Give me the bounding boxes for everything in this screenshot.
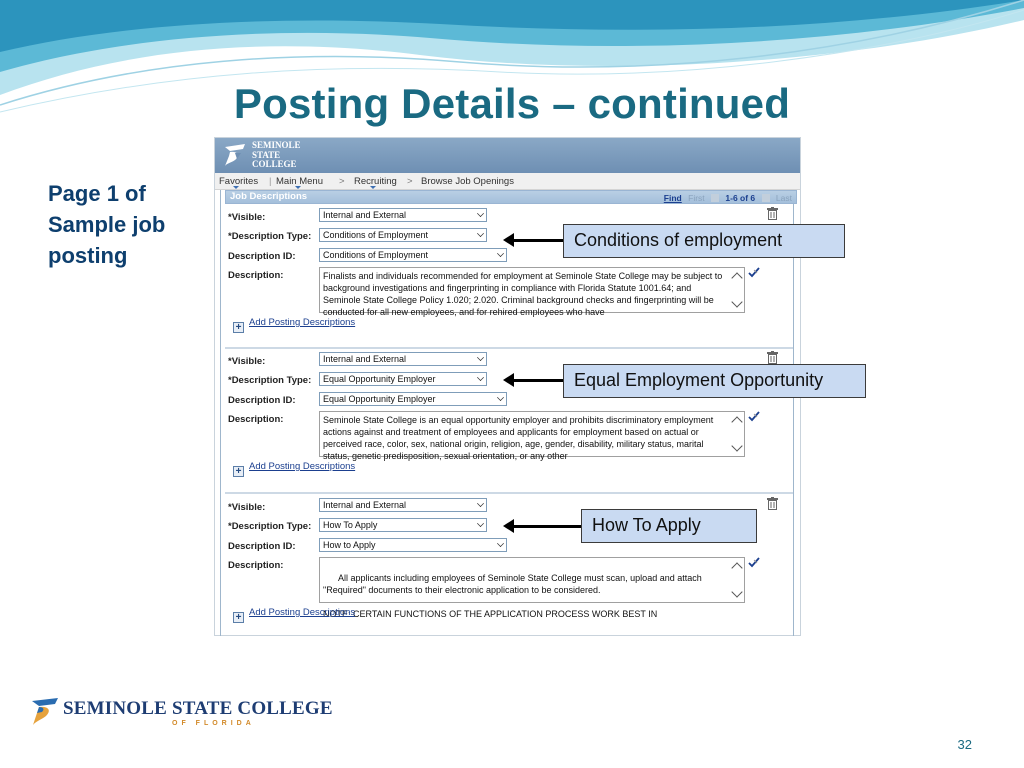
callout-arrow-line <box>512 379 564 382</box>
app-logo-text: SEMINOLE STATE COLLEGE <box>252 140 301 169</box>
grid-pager <box>660 193 792 203</box>
footer-college-name: SEMINOLE STATE COLLEGE <box>63 698 333 719</box>
spell-check-icon[interactable] <box>748 557 760 569</box>
description-label: Description: <box>228 270 284 281</box>
chevron-down-icon <box>497 250 504 257</box>
description-type-select[interactable]: How To Apply <box>319 518 487 532</box>
side-note: Page 1 of Sample job posting <box>48 181 166 268</box>
nav-recruiting[interactable]: Recruiting <box>354 176 397 187</box>
trash-icon[interactable] <box>767 351 778 364</box>
recruiting-chevron-down-icon <box>370 186 376 189</box>
description-id-select[interactable]: Conditions of Employment <box>319 248 507 262</box>
chevron-down-icon <box>497 394 504 401</box>
chevron-down-icon <box>477 374 484 381</box>
row-range: 1-6 of 6 <box>725 193 756 203</box>
callout-arrow-line <box>512 525 582 528</box>
add-icon[interactable]: + <box>233 466 244 477</box>
description-label: Description: <box>228 414 284 425</box>
description-textarea[interactable]: Finalists and individuals recommended for employment at Seminole State College may be subject to background investigations and fingerprinting in compliance with Florida Statute 1001.64; and Seminole State College Policy 1.020; 2.020. Criminal background checks and fingerprinting will be conducted for all new employees, and for rehired employees who have <box>319 267 745 313</box>
callout-how-to-apply: How To Apply <box>581 509 757 543</box>
nav-favorites[interactable]: Favorites <box>219 176 259 187</box>
add-icon[interactable]: + <box>233 322 244 333</box>
description-id-label: Description ID: <box>228 251 296 262</box>
favorites-chevron-down-icon <box>233 186 239 189</box>
description-id-label: Description ID: <box>228 541 296 552</box>
spell-check-icon[interactable] <box>748 411 760 423</box>
college-logo-icon <box>221 141 249 169</box>
footer-college-subtitle: OF FLORIDA <box>172 720 255 727</box>
description-textarea[interactable]: Seminole State College is an equal opportunity employer and prohibits discriminatory employment actions against and treatment of employees and applicants for employment based on actual or perceived race, color, sex, national origin, religion, age, gender, disability, military status, marital status, genetic predisposition, sexual orientation, or any other <box>319 411 745 457</box>
add-icon[interactable]: + <box>233 612 244 623</box>
description-type-select[interactable]: Equal Opportunity Employer <box>319 372 487 386</box>
breadcrumb-separator: > <box>339 176 345 187</box>
add-posting-descriptions-link[interactable]: Add Posting Descriptions <box>249 607 356 618</box>
last-link[interactable]: Last <box>775 193 792 203</box>
footer-college-logo <box>30 697 333 733</box>
description-textarea[interactable]: All applicants including employees of Seminole State College must scan, upload and attach "Required" documents to their electronic application to be considered. NOTE: CERTAIN FUNCTIONS OF THE APPLICATION PROCESS WORK BEST IN <box>319 557 745 603</box>
page-number: 32 <box>957 737 972 752</box>
nav-bar <box>215 173 800 190</box>
chevron-down-icon <box>477 354 484 361</box>
breadcrumb-separator: > <box>407 176 413 187</box>
nav-main-menu[interactable]: Main Menu <box>276 176 323 187</box>
add-posting-descriptions-link[interactable]: Add Posting Descriptions <box>249 317 356 328</box>
scroll-up-icon[interactable] <box>731 562 742 573</box>
chevron-down-icon <box>497 540 504 547</box>
chevron-down-icon <box>477 500 484 507</box>
chevron-down-icon <box>477 520 484 527</box>
visible-select[interactable]: Internal and External <box>319 352 487 366</box>
college-logo-icon <box>30 697 60 727</box>
description-type-label: *Description Type: <box>228 231 312 242</box>
scroll-up-icon[interactable] <box>731 272 742 283</box>
visible-select[interactable]: Internal and External <box>319 208 487 222</box>
description-type-select[interactable]: Conditions of Employment <box>319 228 487 242</box>
trash-icon[interactable] <box>767 207 778 220</box>
visible-select[interactable]: Internal and External <box>319 498 487 512</box>
previous-arrow-icon[interactable] <box>711 194 719 202</box>
main-menu-chevron-down-icon <box>295 186 301 189</box>
description-type-label: *Description Type: <box>228 521 312 532</box>
description-label: Description: <box>228 560 284 571</box>
find-link[interactable]: Find <box>663 193 682 203</box>
callout-conditions: Conditions of employment <box>563 224 845 258</box>
visible-label: *Visible: <box>228 212 266 223</box>
section-title: Job Descriptions <box>230 191 308 202</box>
description-id-select[interactable]: How to Apply <box>319 538 507 552</box>
first-link[interactable]: First <box>688 193 705 203</box>
nav-divider: | <box>269 176 272 187</box>
description-type-label: *Description Type: <box>228 375 312 386</box>
visible-label: *Visible: <box>228 502 266 513</box>
block-divider <box>225 492 793 494</box>
spell-check-icon[interactable] <box>748 267 760 279</box>
description-id-select[interactable]: Equal Opportunity Employer <box>319 392 507 406</box>
chevron-down-icon <box>477 210 484 217</box>
scroll-up-icon[interactable] <box>731 416 742 427</box>
block-divider <box>225 347 793 349</box>
callout-equal-employment: Equal Employment Opportunity <box>563 364 866 398</box>
add-posting-descriptions-link[interactable]: Add Posting Descriptions <box>249 461 356 472</box>
scroll-down-icon[interactable] <box>731 586 742 597</box>
job-descriptions-header <box>225 190 797 204</box>
chevron-down-icon <box>477 230 484 237</box>
app-banner <box>215 138 800 173</box>
description-id-label: Description ID: <box>228 395 296 406</box>
callout-arrow-line <box>512 239 564 242</box>
trash-icon[interactable] <box>767 497 778 510</box>
scroll-down-icon[interactable] <box>731 296 742 307</box>
scroll-down-icon[interactable] <box>731 440 742 451</box>
next-arrow-icon[interactable] <box>762 194 770 202</box>
nav-browse-job-openings[interactable]: Browse Job Openings <box>421 176 514 187</box>
grid-border-left <box>220 190 221 636</box>
visible-label: *Visible: <box>228 356 266 367</box>
slide-title: Posting Details – continued <box>233 80 791 127</box>
